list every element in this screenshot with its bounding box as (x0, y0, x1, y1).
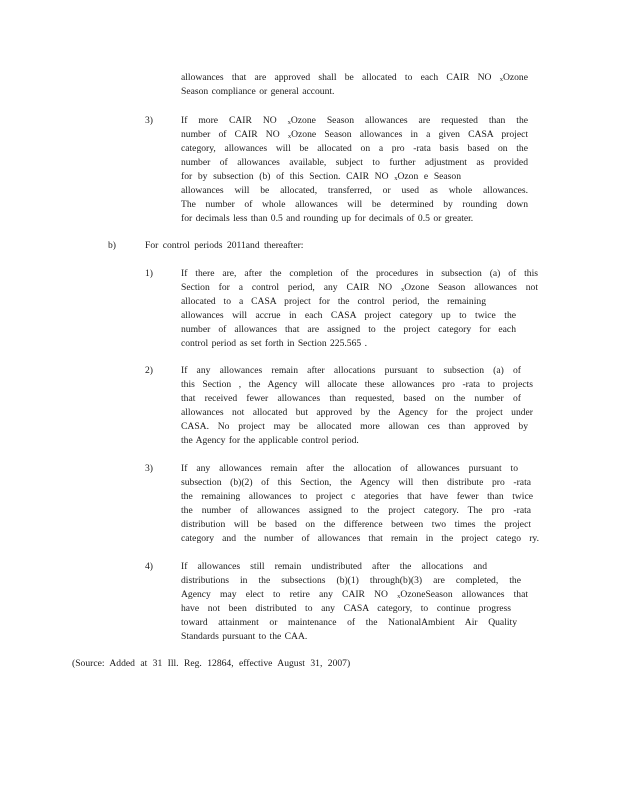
continuation-paragraph (181, 71, 528, 99)
text-line: category, allowances will be allocated on a pro -rata basis based on the (181, 143, 528, 154)
item-number: 4) (145, 561, 153, 572)
text-line: number of allowances that are assigned to the project category for each (181, 324, 516, 335)
item-number: 1) (145, 268, 153, 279)
section-text: For control periods 2011and thereafter: (145, 240, 304, 251)
text-line: toward attainment or maintenance of the NationalAmbient Air Quality (181, 617, 517, 628)
item-b2-paragraph (181, 364, 533, 448)
item-b4-paragraph (181, 560, 528, 644)
item-b1-paragraph (181, 267, 538, 351)
text-line: Season compliance or general account. (181, 86, 335, 97)
item-number: 3) (145, 463, 153, 474)
text-line: number of allowances available, subject to further adjustment as provided (181, 157, 528, 168)
text-line: the number of allowances assigned to the project category. The pro -rata (181, 505, 531, 516)
source-note: (Source: Added at 31 Ill. Reg. 12864, effective August 31, 2007) (72, 658, 351, 669)
section-label: b) (108, 240, 116, 251)
text-line: distribution will be based on the difference between two times the project (181, 519, 531, 530)
text-line: the Agency for the applicable control period. (181, 435, 359, 446)
text-line: allowances not allocated but approved by the Agency for the project under (181, 407, 533, 418)
text-line: allocated to a CASA project for the control period, the remaining (181, 296, 486, 307)
item-b3-paragraph (181, 462, 539, 546)
text-line: Agency may elect to retire any CAIR NO $_x$OzoneSeason allowances that (181, 589, 528, 600)
item-number: 2) (145, 365, 153, 376)
text-line: for decimals less than 0.5 and rounding up for decimals of 0.5 or greater. (181, 213, 474, 224)
text-line: control period as set forth in Section 225.565 . (181, 338, 367, 349)
text-line: Standards pursuant to the CAA. (181, 631, 308, 642)
text-line: If there are, after the completion of the procedures in subsection (a) of this (181, 268, 538, 279)
text-line: subsection (b)(2) of this Section, the Agency will then distribute pro -rata (181, 477, 531, 488)
text-line: have not been distributed to any CASA category, to continue progress (181, 603, 511, 614)
text-line: allowances will be allocated, transferred, or used as whole allowances. (181, 185, 528, 196)
item-number: 3) (145, 115, 153, 126)
text-line: allowances that are approved shall be allocated to each CAIR NO $_x$Ozone (181, 72, 528, 83)
text-line: for by subsection (b) of this Section. CAIR NO $_x$Ozon e Season (181, 171, 462, 182)
text-line: If any allowances remain after the allocation of allowances pursuant to (181, 463, 518, 474)
text-line: number of CAIR NO $_x$Ozone Season allowances in a given CASA project (181, 129, 529, 140)
text-line: If more CAIR NO $_x$Ozone Season allowances are requested than the (181, 115, 529, 126)
text-line: CASA. No project may be allocated more allowan ces than approved by (181, 421, 528, 432)
text-line: The number of whole allowances will be determined by rounding down (181, 199, 528, 210)
text-line: allowances will accrue in each CASA project category up to twice the (181, 310, 516, 321)
text-line: category and the number of allowances that remain in the project catego ry. (181, 533, 539, 544)
text-line: If allowances still remain undistributed after the allocations and (181, 561, 487, 572)
text-line: Section for a control period, any CAIR NO $_x$Ozone Season allowances not (181, 282, 538, 293)
text-line: distributions in the subsections (b)(1) through(b)(3) are completed, the (181, 575, 521, 586)
text-line: that received fewer allowances than requested, based on the number of (181, 393, 521, 404)
text-line: this Section , the Agency will allocate these allowances pro -rata to projects (181, 379, 533, 390)
text-line: the remaining allowances to project c ategories that have fewer than twice (181, 491, 533, 502)
text-line: If any allowances remain after allocations pursuant to subsection (a) of (181, 365, 521, 376)
item-a3-paragraph (181, 114, 528, 226)
